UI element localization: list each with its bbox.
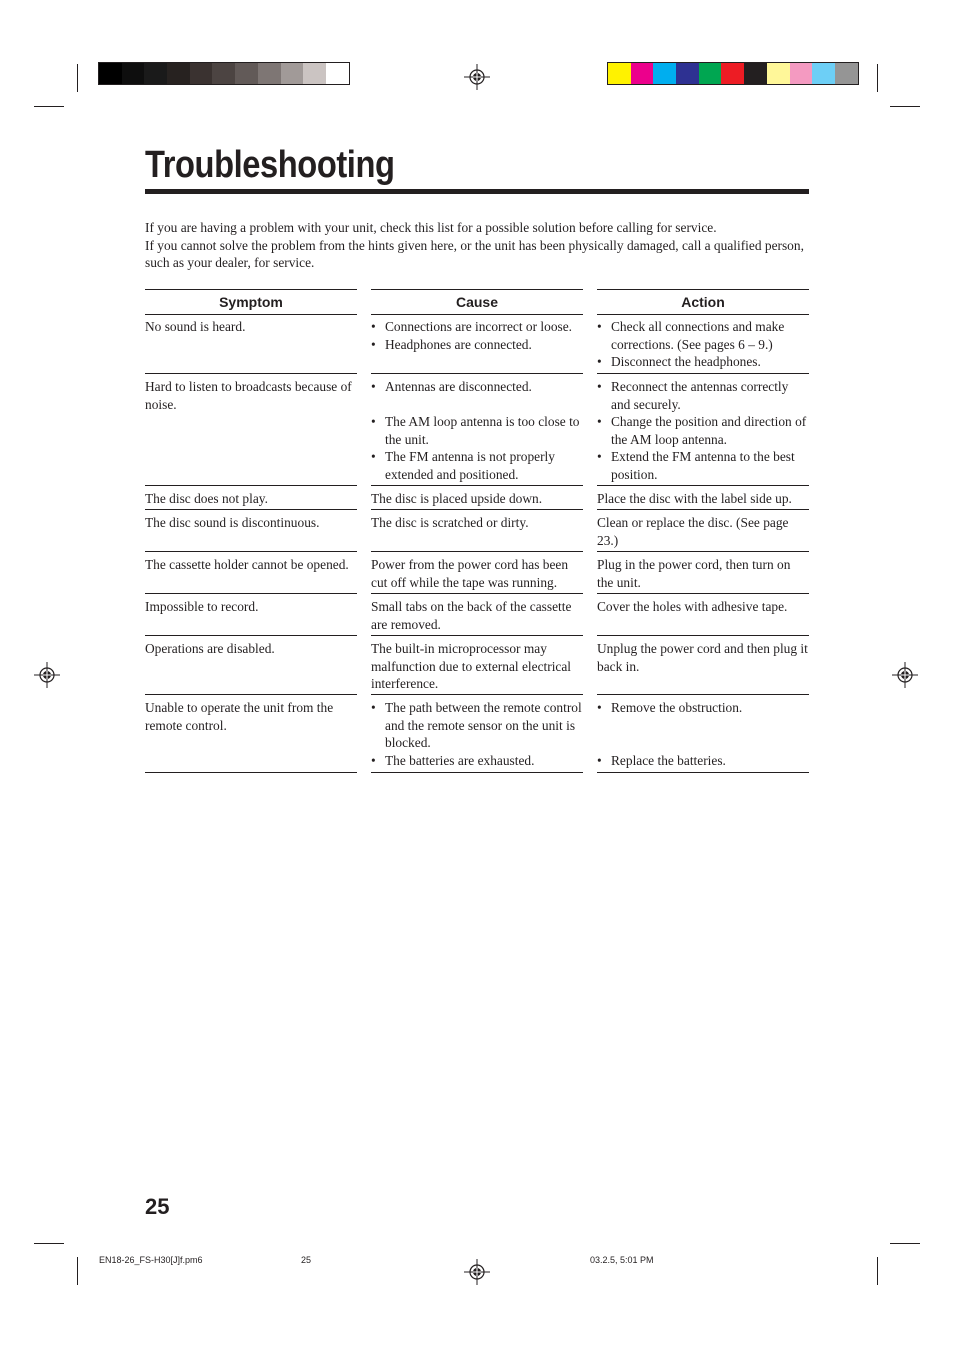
table-cell-action: Plug in the power cord, then turn on the unit.	[597, 552, 809, 594]
crop-mark	[890, 106, 920, 107]
color-swatch	[653, 63, 676, 84]
color-swatch	[281, 63, 304, 84]
list-item: • The FM antenna is not properly extended and positioned.	[371, 448, 583, 483]
page-number: 25	[145, 1194, 170, 1219]
color-swatch	[235, 63, 258, 84]
list-item: • Remove the obstruction.	[597, 699, 809, 717]
table-cell-action: Place the disc with the label side up.	[597, 486, 809, 510]
color-swatch	[812, 63, 835, 84]
registration-mark-icon	[892, 662, 918, 688]
table-cell-cause: The disc is placed upside down.	[371, 486, 583, 510]
table-cell-symptom: The disc sound is discontinuous.	[145, 510, 357, 552]
process-color-bar	[608, 63, 858, 84]
table-cell-action	[597, 695, 809, 773]
intro-paragraph: If you are having a problem with your unit, check this list for a possible solution before calling for service.	[145, 220, 717, 235]
list-item: • Antennas are disconnected.	[371, 378, 583, 396]
registration-mark-icon	[34, 662, 60, 688]
list-item: • The batteries are exhausted.	[371, 752, 583, 770]
list-item: • Extend the FM antenna to the best position.	[597, 448, 809, 483]
table-cell-symptom: Unable to operate the unit from the remote control.	[145, 695, 357, 773]
color-swatch	[721, 63, 744, 84]
table-cell-cause	[371, 314, 583, 374]
color-swatch	[767, 63, 790, 84]
list-item: • Change the position and direction of the AM loop antenna.	[597, 413, 809, 448]
footer-date: 03.2.5, 5:01 PM	[590, 1255, 654, 1265]
crop-mark	[890, 1243, 920, 1244]
color-swatch	[190, 63, 213, 84]
crop-mark	[877, 64, 878, 92]
table-cell-symptom: Hard to listen to broadcasts because of noise.	[145, 374, 357, 486]
color-swatch	[122, 63, 145, 84]
table-cell-cause	[371, 695, 583, 773]
list-item: • Connections are incorrect or loose.	[371, 318, 583, 336]
table-cell-symptom: Impossible to record.	[145, 594, 357, 636]
color-swatch	[212, 63, 235, 84]
table-cell-cause	[371, 374, 583, 486]
table-cell-action	[597, 314, 809, 374]
color-swatch	[144, 63, 167, 84]
footer-page: 25	[301, 1255, 312, 1265]
action-header: Action	[597, 289, 809, 315]
table-cell-action: Cover the holes with adhesive tape.	[597, 594, 809, 636]
crop-mark	[77, 1257, 78, 1285]
color-swatch	[790, 63, 813, 84]
color-swatch	[608, 63, 631, 84]
color-swatch	[699, 63, 722, 84]
cause-header: Cause	[371, 289, 583, 315]
action-column	[597, 289, 809, 773]
table-cell-cause: The disc is scratched or dirty.	[371, 510, 583, 552]
list-item: • The path between the remote control and the remote sensor on the unit is blocked.	[371, 699, 583, 752]
grayscale-color-bar	[99, 63, 349, 84]
table-cell-symptom: Operations are disabled.	[145, 636, 357, 695]
color-swatch	[258, 63, 281, 84]
table-cell-cause: Small tabs on the back of the cassette are removed.	[371, 594, 583, 636]
color-swatch	[835, 63, 858, 84]
list-item: • The AM loop antenna is too close to the unit.	[371, 413, 583, 448]
color-swatch	[744, 63, 767, 84]
color-swatch	[167, 63, 190, 84]
registration-mark-icon	[464, 64, 490, 90]
list-item: • Disconnect the headphones.	[597, 353, 809, 371]
color-swatch	[326, 63, 349, 84]
intro-paragraph: If you cannot solve the problem from the hints given here, or the unit has been physically damaged, call a qualified person, such as your dealer, for service.	[145, 237, 804, 271]
title-rule	[145, 189, 809, 194]
table-cell-action	[597, 374, 809, 486]
table-cell-symptom: No sound is heard.	[145, 314, 357, 374]
list-item: • Headphones are connected.	[371, 336, 583, 354]
crop-mark	[877, 1257, 878, 1285]
page-title: Troubleshooting	[145, 144, 395, 186]
cause-column	[371, 289, 583, 773]
intro-text	[145, 219, 813, 272]
symptom-column	[145, 289, 357, 773]
crop-mark	[34, 106, 64, 107]
color-swatch	[631, 63, 654, 84]
list-item: • Replace the batteries.	[597, 752, 809, 770]
crop-mark	[34, 1243, 64, 1244]
color-swatch	[99, 63, 122, 84]
color-swatch	[303, 63, 326, 84]
list-item: • Check all connections and make corrections. (See pages 6 – 9.)	[597, 318, 809, 353]
list-item: • Reconnect the antennas correctly and securely.	[597, 378, 809, 413]
color-swatch	[676, 63, 699, 84]
crop-mark	[77, 64, 78, 92]
table-cell-action: Clean or replace the disc. (See page 23.)	[597, 510, 809, 552]
table-cell-symptom: The cassette holder cannot be opened.	[145, 552, 357, 594]
footer-filename: EN18-26_FS-H30[J]f.pm6	[99, 1255, 203, 1265]
table-cell-action: Unplug the power cord and then plug it back in.	[597, 636, 809, 695]
symptom-header: Symptom	[145, 289, 357, 315]
registration-mark-icon	[464, 1259, 490, 1285]
table-cell-symptom: The disc does not play.	[145, 486, 357, 510]
table-cell-cause: Power from the power cord has been cut off while the tape was running.	[371, 552, 583, 594]
table-cell-cause: The built-in microprocessor may malfunction due to external electrical interference.	[371, 636, 583, 695]
